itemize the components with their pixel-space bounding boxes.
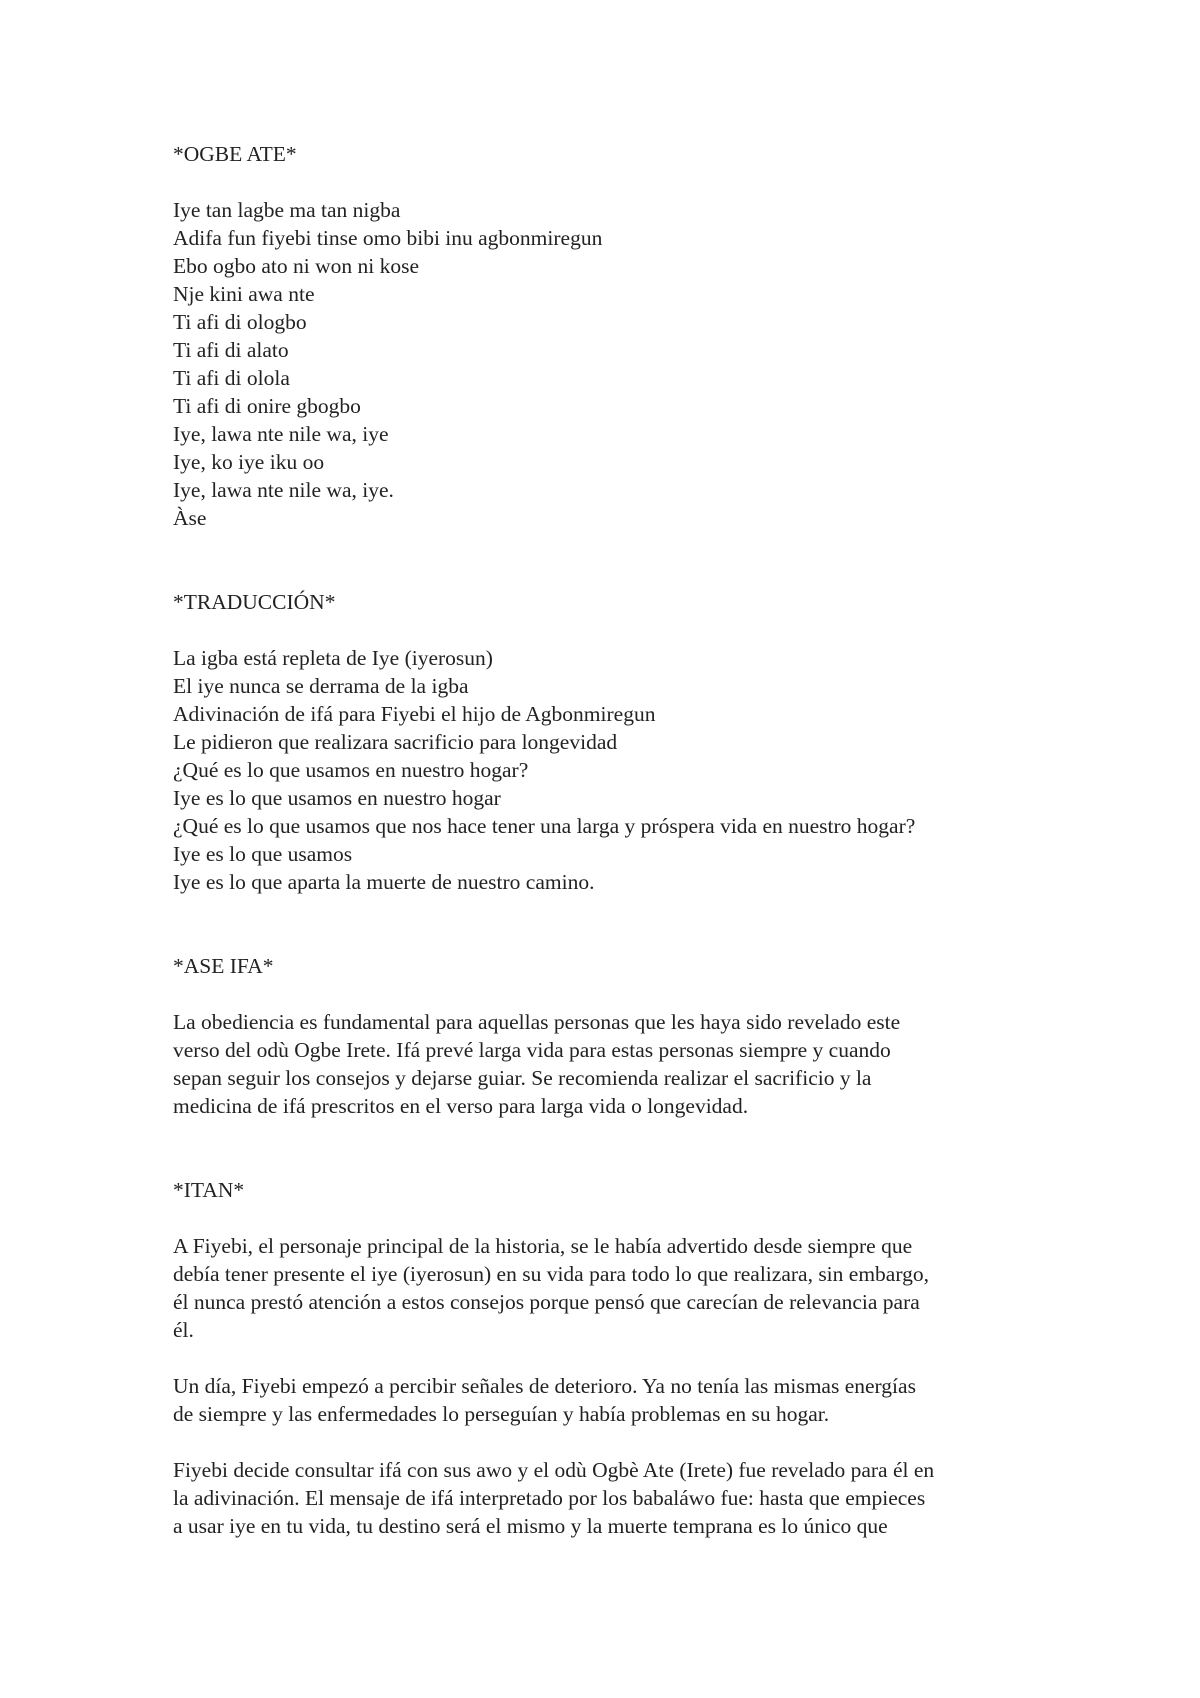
ase-ifa-heading: *ASE IFA*	[173, 954, 274, 978]
verse-line: Iye tan lagbe ma tan nigba	[173, 198, 401, 222]
spacer	[173, 1428, 1053, 1456]
translation-line: La igba está repleta de Iye (iyerosun)	[173, 646, 493, 670]
verse-line: Iye, lawa nte nile wa, iye.	[173, 478, 394, 502]
paragraph-line: verso del odù Ogbe Irete. Ifá prevé larga vida para estas personas siempre y cuando	[173, 1038, 891, 1062]
translation-block	[173, 644, 1053, 896]
verse-line: Iye, ko iye iku oo	[173, 450, 325, 474]
spacer	[173, 168, 1053, 196]
paragraph-line: Un día, Fiyebi empezó a percibir señales de deterioro. Ya no tenía las mismas energías	[173, 1374, 916, 1398]
translation-line: El iye nunca se derrama de la igba	[173, 674, 469, 698]
paragraph-line: medicina de ifá prescritos en el verso para larga vida o longevidad.	[173, 1094, 749, 1118]
paragraph-line: La obediencia es fundamental para aquellas personas que les haya sido revelado este	[173, 1010, 901, 1034]
translation-line: Iye es lo que usamos en nuestro hogar	[173, 786, 501, 810]
translation-line: Adivinación de ifá para Fiyebi el hijo de Agbonmiregun	[173, 702, 656, 726]
paragraph-line: la adivinación. El mensaje de ifá interpretado por los babaláwo fue: hasta que empieces	[173, 1486, 926, 1510]
translation-line: ¿Qué es lo que usamos que nos hace tener una larga y próspera vida en nuestro hogar?	[173, 814, 916, 838]
itan-paragraph-3	[173, 1456, 1053, 1540]
verse-line: Adifa fun fiyebi tinse omo bibi inu agbonmiregun	[173, 226, 603, 250]
spacer	[173, 1120, 1053, 1176]
paragraph-line: de siempre y las enfermedades lo perseguían y había problemas en su hogar.	[173, 1402, 830, 1426]
verse-line: Àse	[173, 506, 207, 530]
verse-line: Ti afi di ologbo	[173, 310, 307, 334]
paragraph-line: él.	[173, 1318, 194, 1342]
verse-line: Ti afi di onire gbogbo	[173, 394, 361, 418]
translation-line: Iye es lo que usamos	[173, 842, 353, 866]
paragraph-line: A Fiyebi, el personaje principal de la historia, se le había advertido desde siempre que	[173, 1234, 913, 1258]
paragraph-line: debía tener presente el iye (iyerosun) en su vida para todo lo que realizara, sin embargo,	[173, 1262, 929, 1286]
itan-heading: *ITAN*	[173, 1178, 245, 1202]
verse-line: Ti afi di alato	[173, 338, 289, 362]
spacer	[173, 1344, 1053, 1372]
spacer	[173, 532, 1053, 588]
paragraph-line: él nunca prestó atención a estos consejos porque pensó que carecían de relevancia para	[173, 1290, 920, 1314]
spacer	[173, 980, 1053, 1008]
verse-line: Iye, lawa nte nile wa, iye	[173, 422, 389, 446]
itan-paragraph-1	[173, 1232, 1053, 1344]
verse-heading: *OGBE ATE*	[173, 142, 297, 166]
verse-line: Nje kini awa nte	[173, 282, 315, 306]
paragraph-line: Fiyebi decide consultar ifá con sus awo y el odù Ogbè Ate (Irete) fue revelado para él en	[173, 1458, 935, 1482]
translation-heading: *TRADUCCIÓN*	[173, 590, 336, 614]
translation-line: Iye es lo que aparta la muerte de nuestro camino.	[173, 870, 595, 894]
spacer	[173, 616, 1053, 644]
spacer	[173, 896, 1053, 952]
paragraph-line: a usar iye en tu vida, tu destino será el mismo y la muerte temprana es lo único que	[173, 1514, 888, 1538]
verse-line: Ti afi di olola	[173, 366, 290, 390]
ase-ifa-paragraph	[173, 1008, 1053, 1120]
itan-paragraph-2	[173, 1372, 1053, 1428]
verse-block	[173, 196, 1053, 532]
translation-line: ¿Qué es lo que usamos en nuestro hogar?	[173, 758, 529, 782]
document-page	[173, 140, 1053, 1540]
paragraph-line: sepan seguir los consejos y dejarse guiar. Se recomienda realizar el sacrificio y la	[173, 1066, 872, 1090]
translation-line: Le pidieron que realizara sacrificio para longevidad	[173, 730, 618, 754]
spacer	[173, 1204, 1053, 1232]
verse-line: Ebo ogbo ato ni won ni kose	[173, 254, 420, 278]
